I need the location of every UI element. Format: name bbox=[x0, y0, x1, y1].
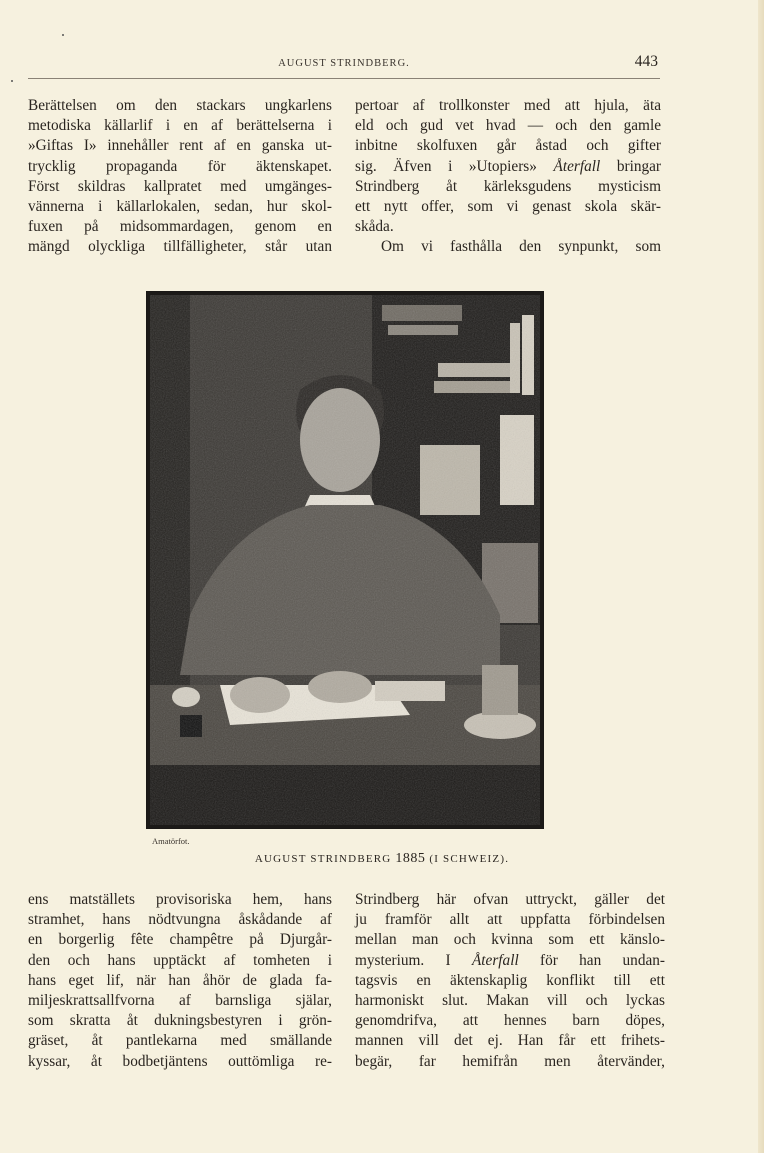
text-line: mängd olyckliga tillfälligheter, står utan bbox=[28, 238, 332, 256]
portrait-illustration bbox=[150, 295, 540, 825]
text-line: »Giftas I» innehåller rent af en ganska ut- bbox=[28, 137, 332, 155]
running-title: AUGUST STRINDBERG. bbox=[278, 58, 410, 69]
text-line: Berättelsen om den stackars ungkarlens bbox=[28, 97, 332, 114]
text-line: mellan man och kvinna som ett känslo- bbox=[355, 931, 665, 949]
text-line: vännerna i källarlokalen, sedan, hur skol- bbox=[28, 198, 332, 216]
speck bbox=[11, 80, 13, 82]
text-fragment: sig. Äfven i »Utopiers» bbox=[355, 157, 554, 175]
speck bbox=[62, 34, 64, 36]
text-line: metodiska källarlif i en af berättelserna i bbox=[28, 117, 332, 135]
header-rule bbox=[28, 78, 660, 79]
text-line: som skratta åt dukningsbestyren i grön- bbox=[28, 1012, 332, 1030]
text-line: den och hans upptäckt af tomheten i bbox=[28, 951, 332, 969]
italic-title: Återfall bbox=[553, 157, 601, 175]
text-line: ett nytt offer, som vi genast skola skär- bbox=[355, 198, 661, 216]
text-line: inbitne skolfuxen går åstad och gifter bbox=[355, 137, 661, 155]
caption-name: AUGUST STRINDBERG bbox=[254, 853, 392, 865]
text-line bbox=[355, 951, 665, 971]
text-column-top-left bbox=[28, 96, 332, 258]
text-line: Strindberg åt kärleksgudens mysticism bbox=[355, 177, 661, 195]
text-line: pertoar af trollkonster med att hjula, äta bbox=[355, 97, 661, 114]
portrait-photo bbox=[150, 295, 540, 825]
text-line: en borgerlig fête champêtre på Djurgår- bbox=[28, 931, 332, 949]
page-edge bbox=[758, 0, 764, 1153]
text-line: skåda. bbox=[355, 218, 394, 236]
caption-year: 1885 bbox=[395, 851, 426, 866]
text-line: mannen vill det ej. Han får ett frihets- bbox=[355, 1032, 665, 1050]
text-line: gräset, åt pantlekarna med smällande bbox=[28, 1032, 332, 1050]
text-line: eld och gud vet hvad — och den gamle bbox=[355, 117, 661, 135]
text-line: genomdrifva, att hennes barn döpes, bbox=[355, 1012, 665, 1030]
text-line: stramhet, hans nödtvungna åskådande af bbox=[28, 911, 332, 929]
text-line: ens matställets provisoriska hem, hans bbox=[28, 891, 332, 908]
text-line: fuxen på midsommardagen, genom en bbox=[28, 218, 332, 236]
text-line bbox=[355, 157, 661, 177]
text-column-bottom-left bbox=[28, 890, 332, 1072]
photo-credit: Amatörfot. bbox=[152, 836, 190, 846]
text-line: harmoniskt slut. Makan vill och lyckas bbox=[355, 992, 665, 1010]
text-line: hans eget lif, när han åhör de glada fa- bbox=[28, 971, 332, 989]
text-line: miljeskrattsallfvorna af barnsliga själar, bbox=[28, 992, 332, 1010]
portrait-figure bbox=[146, 291, 544, 829]
text-line: Strindberg här ofvan uttryckt, gäller det bbox=[355, 891, 665, 908]
figure-caption bbox=[0, 851, 764, 867]
text-column-bottom-right bbox=[355, 890, 665, 1072]
text-line: tagsvis en äktenskaplig konflikt till ett bbox=[355, 971, 665, 989]
text-line: ju framför allt att uppfatta förbindelsen bbox=[355, 911, 665, 929]
text-fragment: mysterium. I bbox=[355, 951, 472, 969]
page-number: 443 bbox=[634, 53, 658, 70]
caption-place: (I SCHWEIZ). bbox=[429, 853, 510, 865]
text-line: Först skildras kallpratet med umgänges- bbox=[28, 177, 332, 195]
photo-frame bbox=[146, 291, 544, 829]
page-header bbox=[28, 52, 660, 80]
text-line: kyssar, åt bodbetjäntens outtömliga re- bbox=[28, 1052, 332, 1070]
text-line: begär, far hemifrån men återvänder, bbox=[355, 1052, 665, 1070]
text-fragment: bringar bbox=[600, 157, 661, 175]
text-line: trycklig propaganda för äktenskapet. bbox=[28, 157, 332, 175]
italic-title: Återfall bbox=[471, 951, 519, 969]
text-column-top-right bbox=[355, 96, 661, 258]
text-line: Om vi fasthålla den synpunkt, som bbox=[381, 238, 661, 256]
text-fragment: för han undan- bbox=[518, 951, 666, 969]
